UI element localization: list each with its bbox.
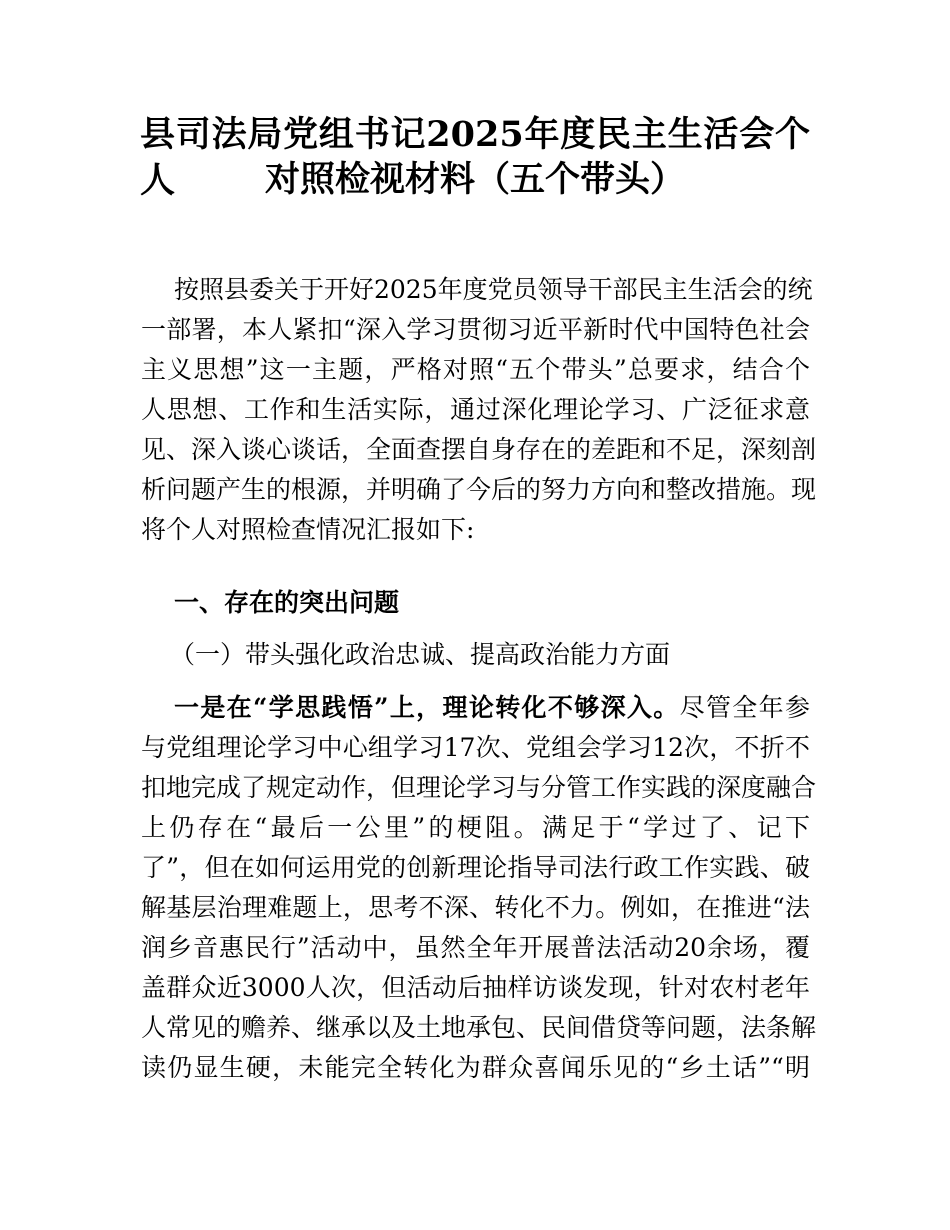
subsection-heading: （一）带头强化政治忠诚、提高政治能力方面 [170,640,671,669]
document-title-line-2: 对照检视材料（五个带头） [264,159,685,200]
body-line: 盖群众近3000人次，但活动后抽样访谈发现，针对农村老年 [141,973,810,1002]
intro-line: 将个人对照检查情况汇报如下: [141,515,475,544]
body-line: 润乡音惠民行”活动中，虽然全年开展普法活动20余场，覆 [141,933,810,962]
intro-line: 人思想、工作和生活实际，通过深化理论学习、广泛征求意 [141,395,810,424]
point-first-line [174,688,810,728]
body-line: 人常见的赡养、继承以及土地承包、民间借贷等问题，法条解 [141,1013,817,1042]
body-line: 解基层治理难题上，思考不深、转化不力。例如，在推进“法 [141,893,810,922]
body-line: 与党组理论学习中心组学习17次、党组会学习12次，不折不 [141,733,810,762]
body-line: 上仍存在“最后一公里”的梗阻。满足于“学过了、记下 [141,813,810,842]
intro-line: 析问题产生的根源，并明确了今后的努力方向和整改措施。现 [141,475,817,504]
point-lead: 一是在“学思践悟”上，理论转化不够深入。 [174,693,680,722]
intro-line: 按照县委关于开好2025年度党员领导干部民主生活会的统 [174,275,813,304]
document-title-line-1: 县司法局党组书记2025年度民主生活会个人 [140,114,810,201]
point-first-rest: 尽管全年参 [679,693,810,722]
section-heading: 一、存在的突出问题 [174,588,400,617]
body-line: 读仍显生硬，未能完全转化为群众喜闻乐见的“乡土话”“明 [141,1053,810,1082]
body-line: 了”，但在如何运用党的创新理论指导司法行政工作实践、破 [141,853,810,882]
intro-line: 见、深入谈心谈话，全面查摆自身存在的差距和不足，深刻剖 [141,435,817,464]
intro-line: 主义思想”这一主题，严格对照“五个带头”总要求，结合个 [141,355,810,384]
intro-line: 一部署，本人紧扣“深入学习贯彻习近平新时代中国特色社会 [141,315,810,344]
body-line: 扣地完成了规定动作，但理论学习与分管工作实践的深度融合 [141,773,817,802]
